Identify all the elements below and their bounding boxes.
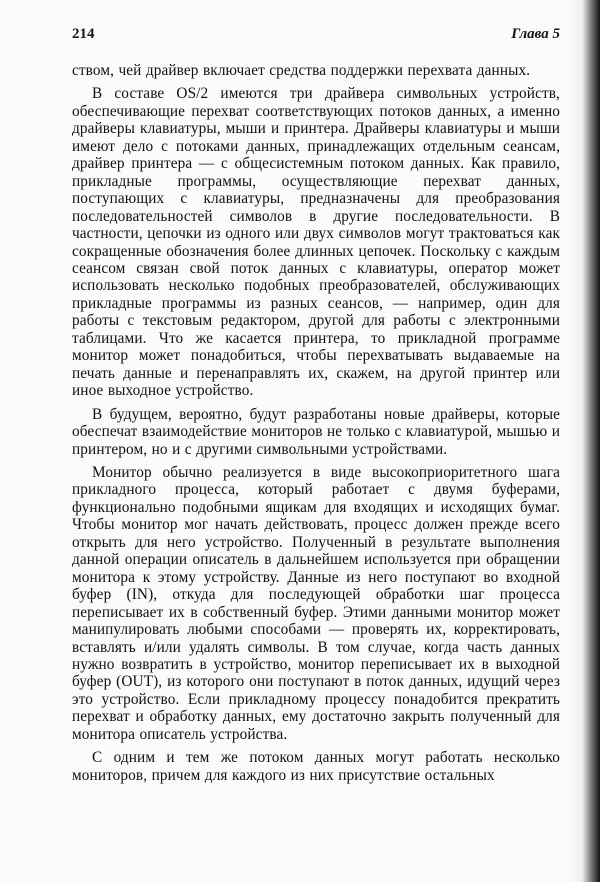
- paragraph-future-drivers: В будущем, вероятно, будут разработаны новые драйверы, которые обеспечат взаимодействие мониторов не только с клавиатурой, мышью и принтером, но и с другими символьными устройствами.: [72, 405, 560, 458]
- running-head: Глава 5: [511, 26, 560, 42]
- scan-edge-shadow: [570, 0, 600, 882]
- page-number: 214: [72, 26, 95, 42]
- paragraph-os2-drivers: В составе OS/2 имеются три драйвера символьных устройств, обеспечивающие перехват соответствующих потоков данных, а именно драйверы клавиатуры, мыши и принтера. Драйверы клавиатуры и мыши имеют дело с потоками данных, принадлежащих отдельным сеансам, драйвер принтера — с общесистемным потоком данных. Как правило, прикладные программы, осуществляющие перехват данных, поступающих с клавиатуры, предназначены для преобразования последовательностей символов в другие последовательности. В частности, цепочки из одного или двух символов могут трактоваться как сокращенные обозначения более длинных цепочек. Поскольку с каждым сеансом связан свой поток данных с клавиатуры, оператор может использовать несколько подобных преобразователей, обслуживающих прикладные программы из разных сеансов, — например, один для работы с текстовым редактором, другой для работы с электронными таблицами. Что же касается принтера, то прикладной программе монитор может понадобиться, чтобы перехватывать выдаваемые на печать данные и перенаправлять их, скажем, на другой принтер или иное выходное устройство.: [72, 85, 560, 400]
- page-header: [72, 26, 560, 46]
- paragraph-continuation: ством, чей драйвер включает средства поддержки перехвата данных.: [72, 62, 531, 79]
- body-text: [72, 62, 560, 790]
- paragraph-multiple-monitors: С одним и тем же потоком данных могут работать несколько мониторов, причем для каждого из них присутствие остальных: [72, 749, 560, 784]
- paragraph-monitor-implementation: Монитор обычно реализуется в виде высокоприоритетного шага прикладного процесса, который работает с двумя буферами, функционально подобными ящикам для входящих и исходящих бумаг. Чтобы монитор мог начать действовать, процесс должен прежде всего открыть для него устройство. Полученный в результате выполнения данной операции описатель в дальнейшем используется при обращении монитора к этому устройству. Данные из него поступают во входной буфер (IN), откуда для последующей обработки шаг процесса переписывает их в собственный буфер. Этими данными монитор может манипулировать любыми способами — проверять их, корректировать, вставлять и/или удалять символы. В том случае, когда часть данных нужно возвратить в устройство, монитор переписывает их в выходной буфер (OUT), из которого они поступают в поток данных, идущий через это устройство. Если прикладному процессу понадобится прекратить перехват и обработку данных, ему достаточно закрыть полученный для монитора описатель устройства.: [72, 463, 560, 743]
